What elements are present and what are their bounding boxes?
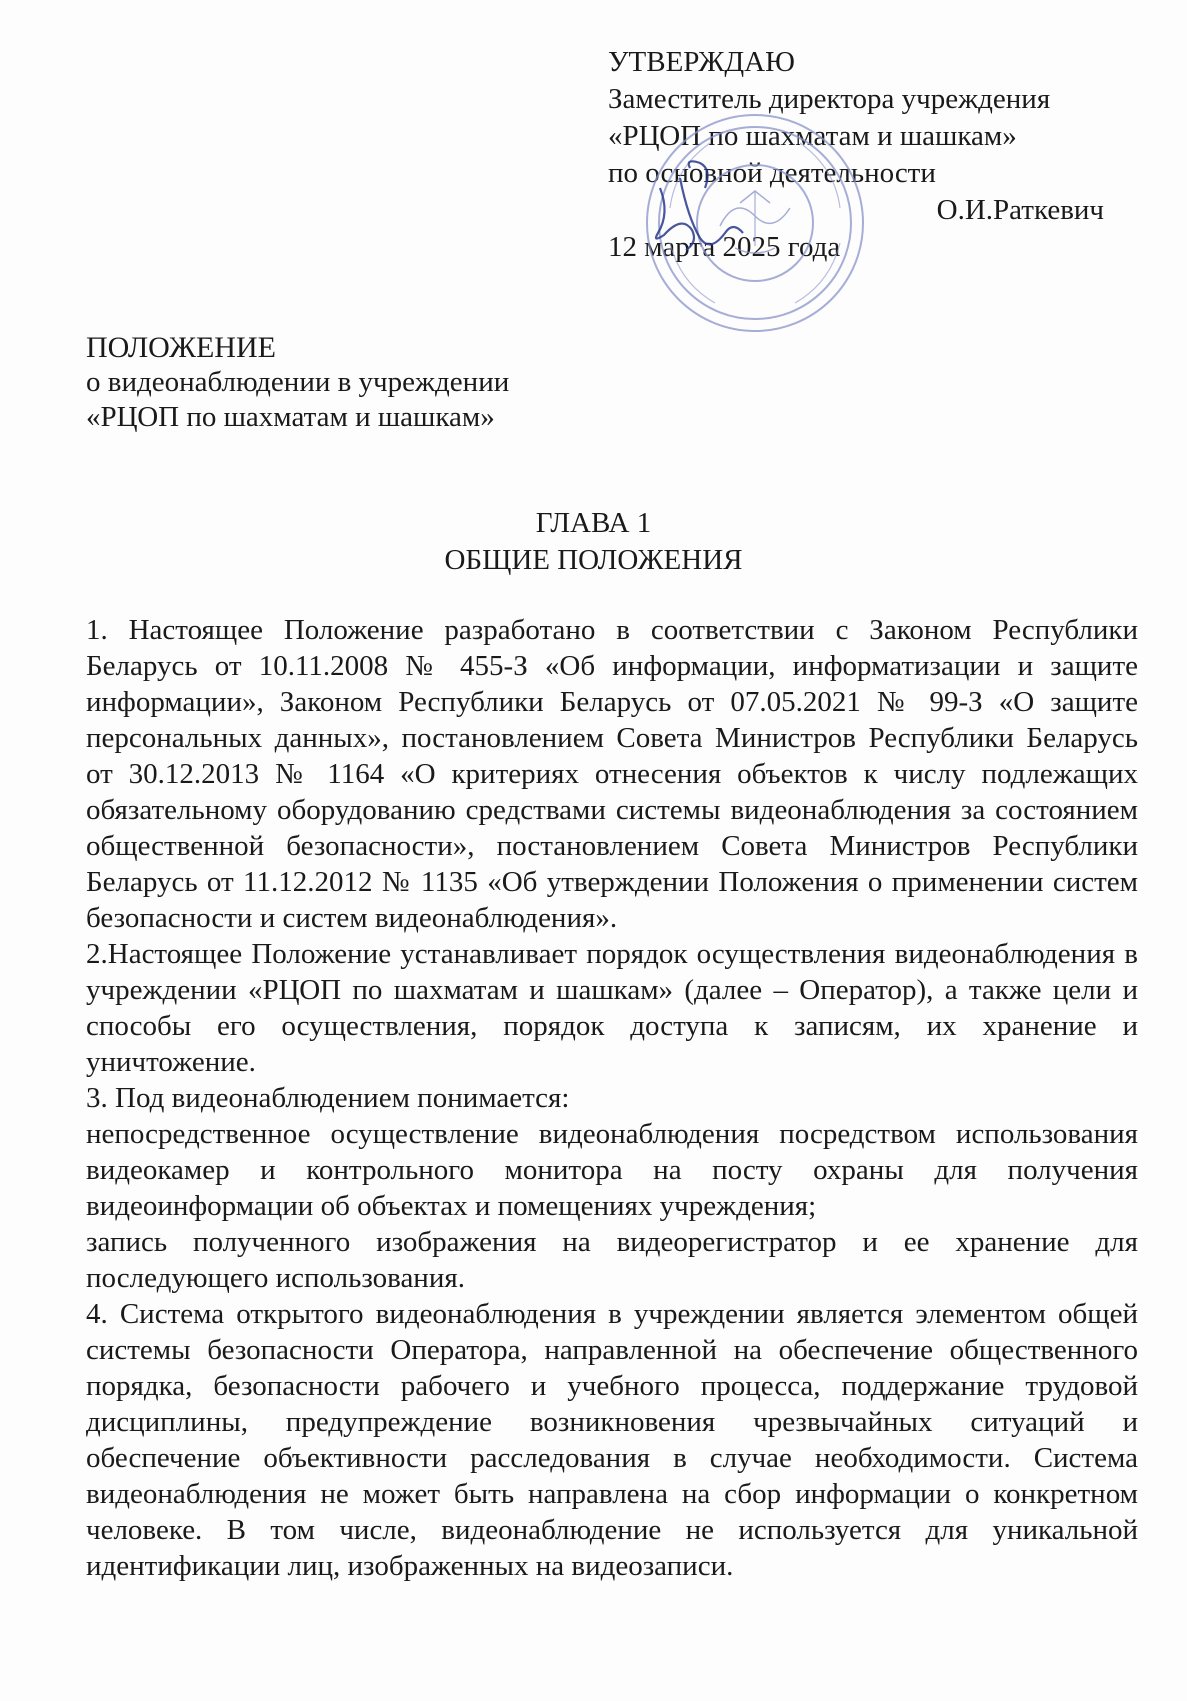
approval-signer: О.И.Раткевич: [936, 194, 1104, 226]
paragraph-3: 3. Под видеонаблюдением понимается:: [86, 1082, 570, 1114]
approval-heading: УТВЕРЖДАЮ: [608, 46, 795, 78]
chapter-name: ОБЩИЕ ПОЛОЖЕНИЯ: [444, 544, 743, 576]
document-subject-line-2: «РЦОП по шахматам и шашкам»: [86, 401, 495, 433]
chapter-heading: [0, 505, 1187, 579]
official-stamp-icon: [640, 108, 870, 338]
paragraph-3-item-1: непосредственное осуществление видеонаблюдения посредством использования видеокамер и контрольного монитора на посту охраны для получения видеоинформации об объектах и помещениях учреждения;: [86, 1118, 1138, 1222]
approval-position-line-2: «РЦОП по шахматам и шашкам»: [608, 120, 1017, 152]
approval-position-line-1: Заместитель директора учреждения: [608, 83, 1051, 115]
body-text: [86, 612, 1138, 1584]
chapter-number: ГЛАВА 1: [535, 507, 652, 539]
paragraph-2: 2.Настоящее Положение устанавливает порядок осуществления видеонаблюдения в учреждении «РЦОП по шахматам и шашкам» (далее – Оператор), а также цели и способы его осуществления, порядок доступа к записям, их хранение и уничтожение.: [86, 938, 1138, 1078]
paragraph-1: 1. Настоящее Положение разработано в соответствии с Законом Республики Беларусь от 10.11.2008 № 455-З «Об информации, информатизации и защите информации», Законом Республики Беларусь от 07.05.2021 № 99-З «О защите персональных данных», постановлением Совета Министров Республики Беларусь от 30.12.2013 № 1164 «О критериях отнесения объектов к числу подлежащих обязательному оборудованию средствами системы видеонаблюдения за состоянием общественной безопасности», постановлением Совета Министров Республики Беларусь от 11.12.2012 № 1135 «Об утверждении Положения о применении систем безопасности и систем видеонаблюдения».: [86, 614, 1138, 934]
document-subject-line-1: о видеонаблюдении в учреждении: [86, 366, 510, 398]
document-title-block: [86, 330, 509, 435]
paragraph-3-item-2: запись полученного изображения на видеорегистратор и ее хранение для последующего использования.: [86, 1226, 1138, 1294]
approval-position-line-3: по основной деятельности: [608, 157, 936, 189]
approval-date: 12 марта 2025 года: [608, 231, 841, 263]
paragraph-4: 4. Система открытого видеонаблюдения в учреждении является элементом общей системы безопасности Оператора, направленной на обеспечение общественного порядка, безопасности рабочего и учебного процесса, поддержание трудовой дисциплины, предупреждение возникновения чрезвычайных ситуаций и обеспечение объективности расследования в случае необходимости. Система видеонаблюдения не может быть направлена на сбор информации о конкретном человеке. В том числе, видеонаблюдение не используется для уникальной идентификации лиц, изображенных на видеозаписи.: [86, 1298, 1138, 1582]
document-type: ПОЛОЖЕНИЕ: [86, 331, 276, 364]
